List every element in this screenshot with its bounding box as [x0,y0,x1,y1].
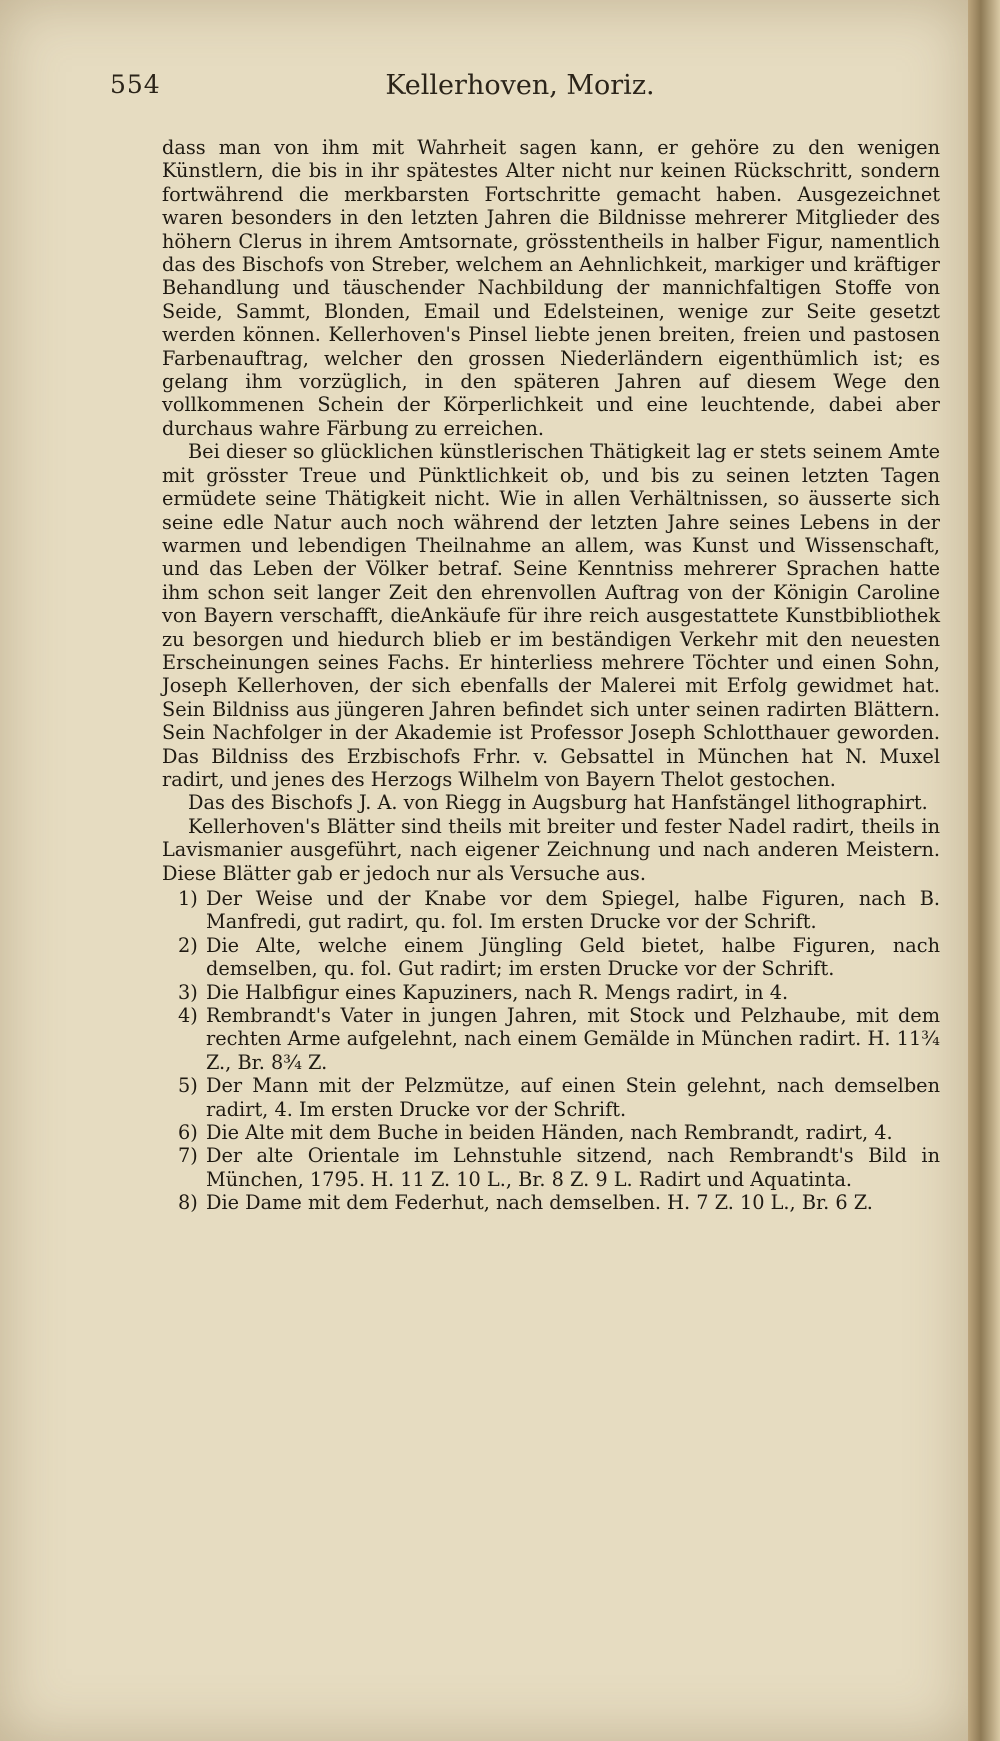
entry-text: Die Dame mit dem Federhut, nach demselben. H. 7 Z. 10 L., Br. 6 Z. [206,1191,873,1215]
entry-number: 1) [178,887,198,910]
entry-number: 5) [178,1074,198,1098]
entry-text: Die Alte, welche einem Jüngling Geld bietet, halbe Figuren, nach demselben, qu. fol. Gut radirt; im ersten Drucke vor der Schrift. [206,933,940,981]
catalog-entry [162,1191,940,1214]
catalog-entry [162,981,940,1004]
entry-number: 2) [178,933,198,957]
entry-text: Der Mann mit der Pelzmütze, auf einen Stein gelehnt, nach demselben radirt, 4. Im ersten Drucke vor der Schrift. [206,1074,940,1121]
entry-text: Die Halbfigur eines Kapuziners, nach R. Mengs radirt, in 4. [206,980,789,1004]
paragraph: Kellerhoven's Blätter sind theils mit breiter und fester Nadel radirt, theils in Lavismanier ausgeführt, nach eigener Zeichnung und nach anderen Meistern. Diese Blätter gab er jedoch nur als Versuche aus. [162,814,940,885]
catalog-entry [162,887,940,934]
page-number: 554 [110,70,161,99]
paragraph: dass man von ihm mit Wahrheit sagen kann, er gehöre zu den wenigen Künstlern, die bis in ihr spätestes Alter nicht nur keinen Rückschritt, sondern fortwährend die merkbarsten Fortschritte gemacht haben. Ausgezeichnet waren besonders in den letzten Jahren die Bildnisse mehrerer Mitglieder des höhern Clerus in ihrem Amtsornate, grösstentheils in halber Figur, namentlich das des Bischofs von Streber, welchem an Aehnlichkeit, markiger und kräftiger Behandlung und täuschender Nachbildung der mannichfaltigen Stoffe von Seide, Sammt, Blonden, Email und Edelsteinen, wenige zur Seite gesetzt werden können. Kellerhoven's Pinsel liebte jenen breiten, freien und pastosen Farbenauftrag, welcher den grossen Niederländern eigenthümlich ist; es gelang ihm vorzüglich, in den späteren Jahren auf diesem Wege den vollkommenen Schein der Körperlichkeit und eine leuchtende, dabei aber durchaus wahre Färbung zu erreichen. [162,136,940,440]
catalog-entry [162,1121,940,1144]
catalog-entry [162,1004,940,1074]
entry-text: Die Alte mit dem Buche in beiden Händen, nach Rembrandt, radirt, 4. [206,1121,893,1145]
entry-number: 4) [178,1004,198,1028]
running-head: Kellerhoven, Moriz. [385,70,655,101]
entry-number: 8) [178,1191,198,1215]
body-text [162,136,940,1215]
entry-text: Rembrandt's Vater in jungen Jahren, mit Stock und Pelzhaube, mit dem rechten Arme aufgelehnt, nach einem Gemälde in München radirt. H. 11¾ Z., Br. 8¾ Z. [206,1004,940,1074]
catalog-list [162,887,940,1215]
entry-text: Der alte Orientale im Lehnstuhle sitzend, nach Rembrandt's Bild in München, 1795. H. 11 Z. 10 L., Br. 8 Z. 9 L. Radirt und Aquatinta. [206,1144,940,1191]
entry-number: 3) [178,980,198,1004]
entry-number: 6) [178,1121,198,1145]
page-header [110,70,930,114]
page-edge [968,0,1000,1741]
entry-text: Der Weise und der Knabe vor dem Spiegel, halbe Figuren, nach B. Manfredi, gut radirt, qu. fol. Im ersten Drucke vor der Schrift. [206,887,940,934]
catalog-entry [162,934,940,981]
entry-number: 7) [178,1144,198,1168]
paragraph: Das des Bischofs J. A. von Riegg in Augsburg hat Hanfstängel lithographirt. [188,791,928,815]
paragraph: Bei dieser so glücklichen künstlerischen Thätigkeit lag er stets seinem Amte mit grösster Treue und Pünktlichkeit ob, und bis zu seinen letzten Tagen ermüdete seine Thätigkeit nicht. Wie in allen Verhältnissen, so äusserte sich seine edle Natur auch noch während der letzten Jahre seines Lebens in der warmen und lebendigen Theilnahme an allem, was Kunst und Wissenschaft, und das Leben der Völker betraf. Seine Kenntniss mehrerer Sprachen hatte ihm schon seit langer Zeit den ehrenvollen Auftrag von der Königin Caroline von Bayern verschafft, dieAnkäufe für ihre reich ausgestattete Kunstbibliothek zu besorgen und hiedurch blieb er im beständigen Verkehr mit den neuesten Erscheinungen seines Fachs. Er hinterliess mehrere Töchter und einen Sohn, Joseph Kellerhoven, der sich ebenfalls der Malerei mit Erfolg gewidmet hat. Sein Bildniss aus jüngeren Jahren befindet sich unter seinen radirten Blättern. Sein Nachfolger in der Akademie ist Professor Joseph Schlotthauer geworden. Das Bildniss des Erzbischofs Frhr. v. Gebsattel in München hat N. Muxel radirt, und jenes des Herzogs Wilhelm von Bayern Thelot gestochen. [162,440,940,791]
catalog-entry [162,1074,940,1121]
catalog-entry [162,1144,940,1191]
